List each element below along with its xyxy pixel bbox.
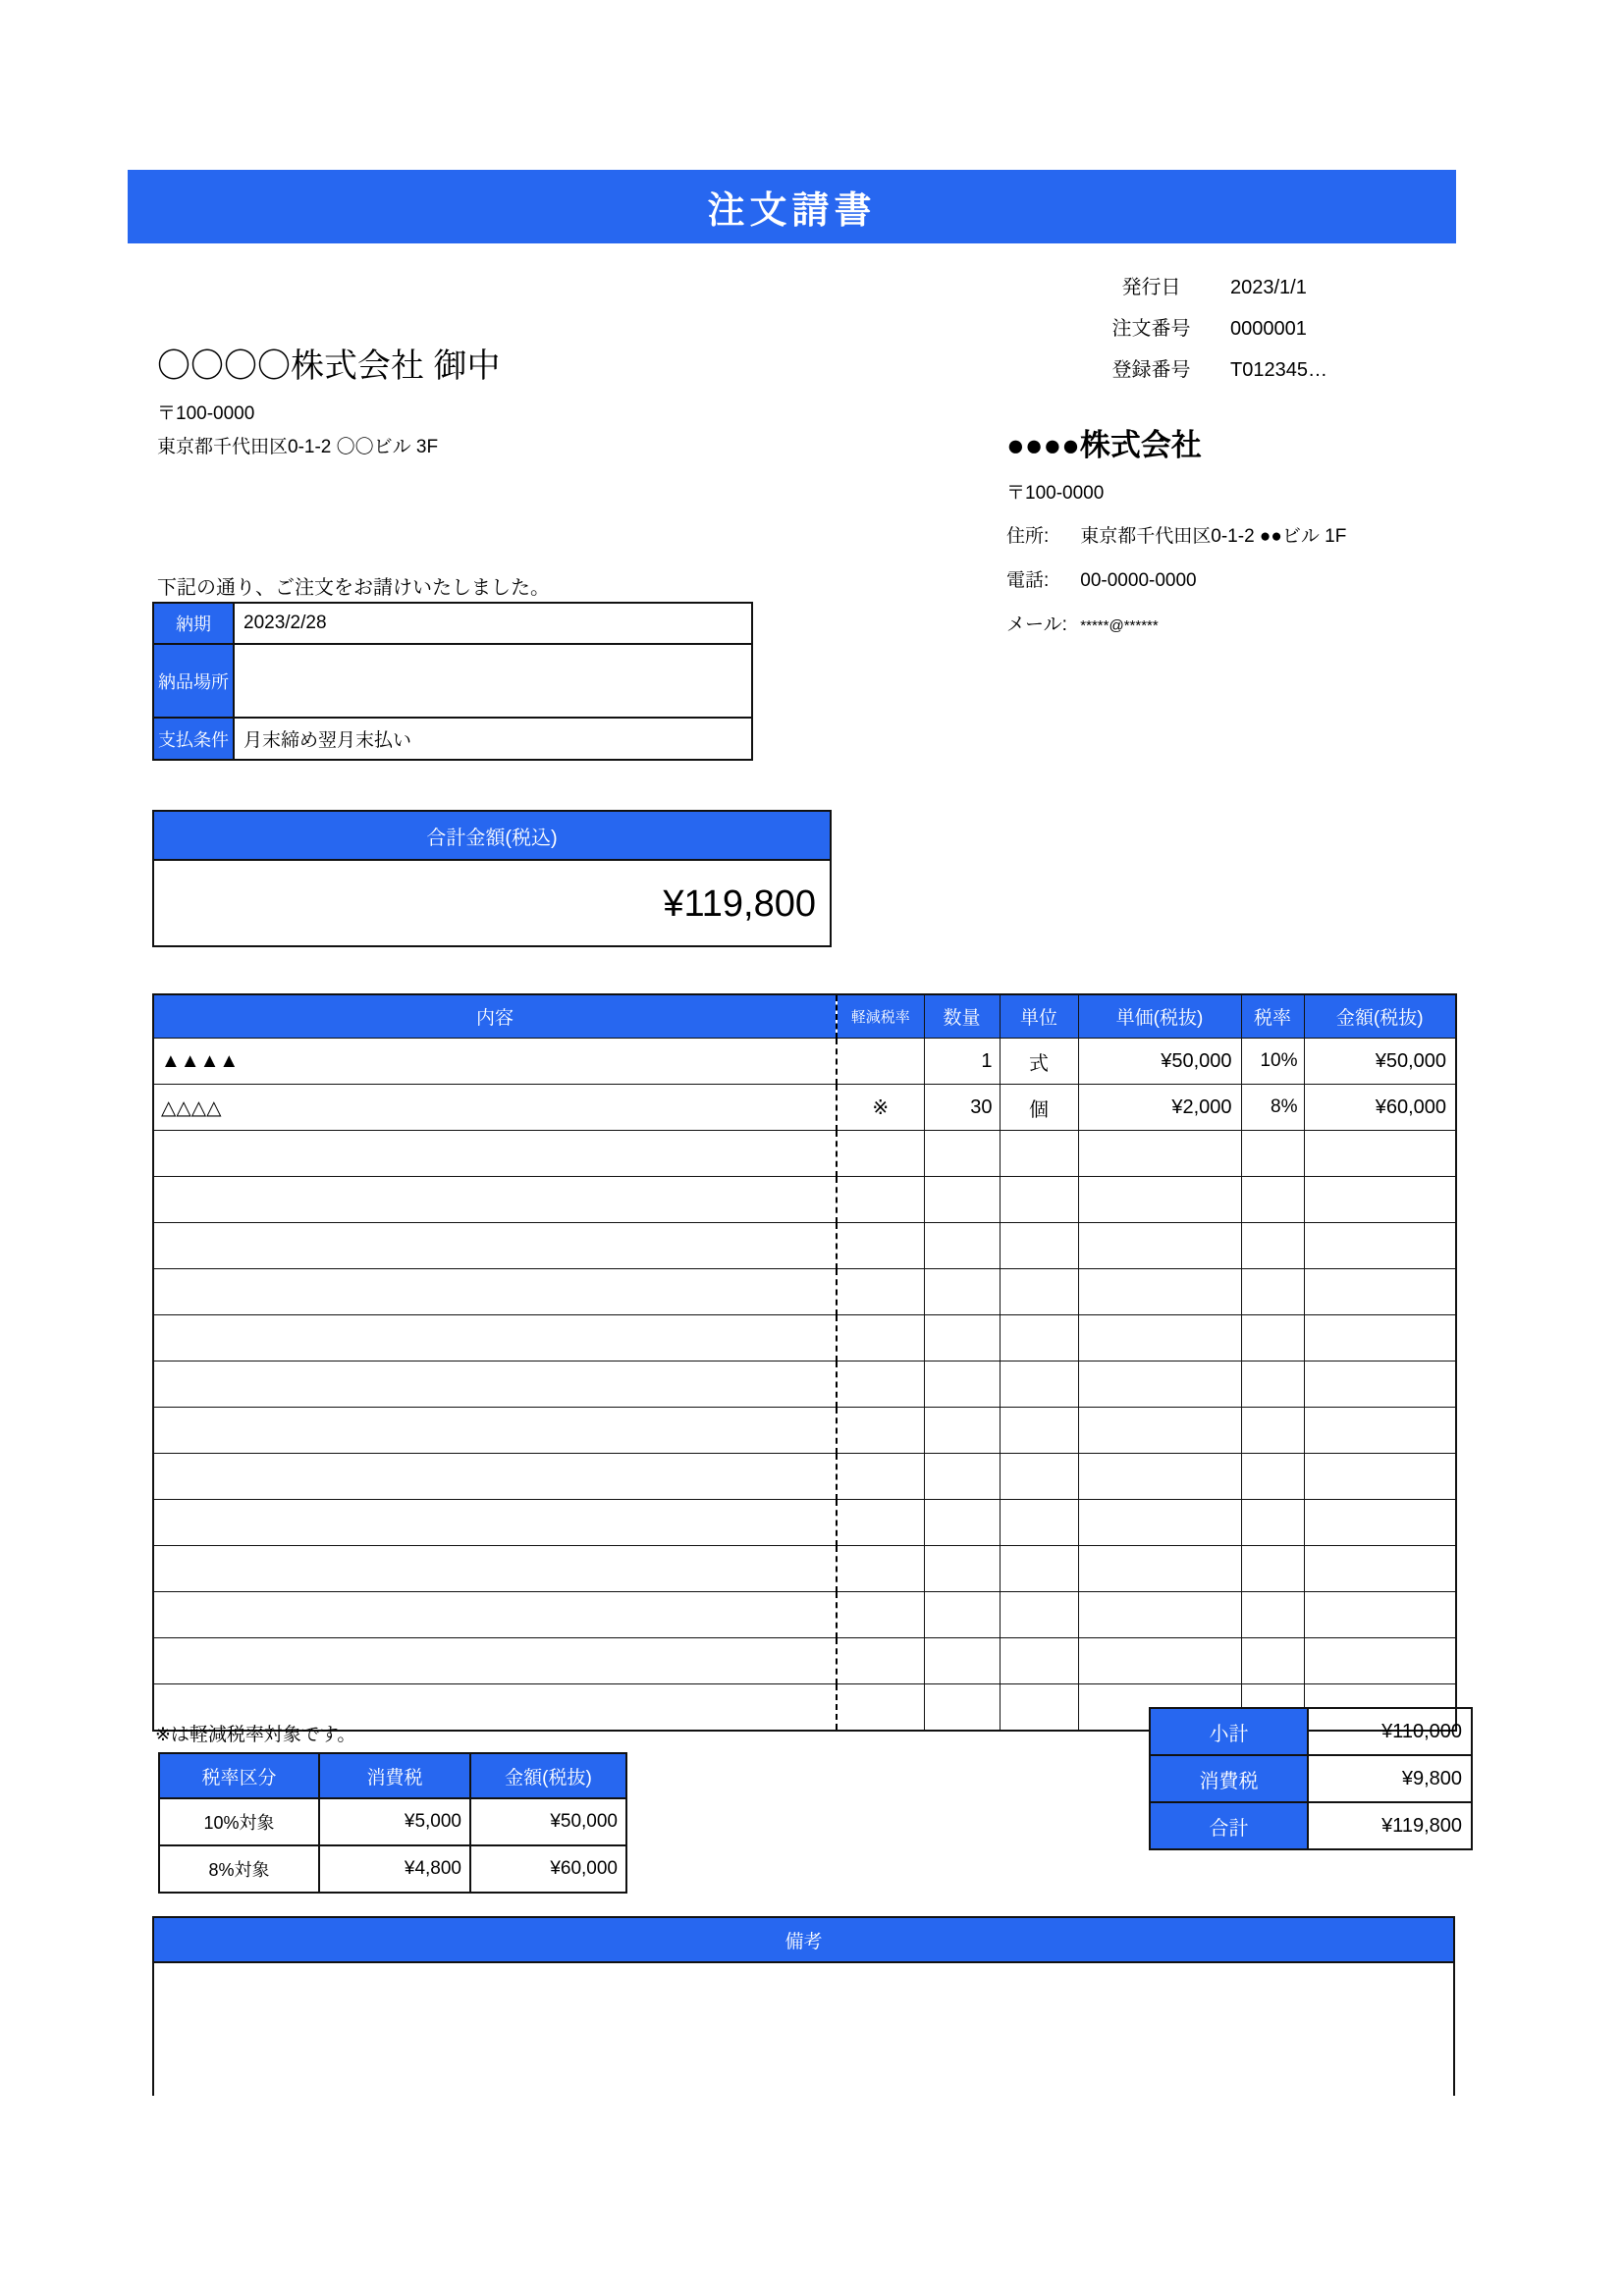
table-row [153,603,752,644]
tax-base-10: ¥50,000 [470,1798,626,1845]
header-amount: 金額(税抜) [1304,994,1456,1039]
item-unit [1000,1638,1078,1684]
item-tax-rate [1241,1500,1304,1546]
item-reduced-tax-mark: ※ [837,1085,924,1131]
tax-amount-8: ¥4,800 [319,1845,470,1893]
item-unit-price [1078,1408,1241,1454]
item-quantity [924,1223,1000,1269]
item-amount: ¥60,000 [1304,1085,1456,1131]
registration-number-value: T012345… [1230,359,1327,381]
item-quantity: 1 [924,1039,1000,1085]
item-unit-price: ¥2,000 [1078,1085,1241,1131]
item-tax-rate: 8% [1241,1085,1304,1131]
grand-total-value: ¥119,800 [1308,1802,1472,1849]
order-terms-table [152,602,753,761]
item-amount [1304,1223,1456,1269]
item-reduced-tax-mark [837,1131,924,1177]
item-amount [1304,1362,1456,1408]
payment-terms-label: 支払条件 [153,718,234,760]
item-tax-rate [1241,1131,1304,1177]
tax-category-10: 10%対象 [159,1798,319,1845]
item-unit-price: ¥50,000 [1078,1039,1241,1085]
consumption-tax-value: ¥9,800 [1308,1755,1472,1802]
supplier-address-row [1006,521,1346,548]
item-quantity [924,1454,1000,1500]
item-amount [1304,1131,1456,1177]
item-row-empty [153,1546,1456,1592]
item-reduced-tax-mark [837,1500,924,1546]
grand-total-row [1150,1802,1472,1849]
issue-date-label: 発行日 [1121,277,1181,298]
item-row-empty [153,1408,1456,1454]
item-quantity [924,1638,1000,1684]
tax-breakdown-header-row [159,1753,626,1798]
item-unit: 式 [1000,1039,1078,1085]
item-unit [1000,1454,1078,1500]
total-amount-box [152,810,832,947]
item-reduced-tax-mark [837,1315,924,1362]
item-row-empty [153,1454,1456,1500]
item-description [153,1131,837,1177]
item-reduced-tax-mark [837,1454,924,1500]
header-tax-rate: 税率 [1241,994,1304,1039]
item-unit-price [1078,1592,1241,1638]
item-row [153,1039,1456,1085]
item-quantity [924,1362,1000,1408]
tax-amount-10: ¥5,000 [319,1798,470,1845]
item-reduced-tax-mark [837,1177,924,1223]
item-reduced-tax-mark [837,1223,924,1269]
item-description [153,1638,837,1684]
item-unit [1000,1362,1078,1408]
item-row-empty [153,1131,1456,1177]
greeting-text: 下記の通り、ご注文をお請けいたしました。 [157,577,550,599]
supplier-address-label: 住所: [1006,526,1050,547]
header-unit-price: 単価(税抜) [1078,994,1241,1039]
delivery-date-label: 納期 [153,603,234,644]
item-description [153,1500,837,1546]
item-description [153,1546,837,1592]
item-description: ▲▲▲▲ [153,1039,837,1085]
header-reduced-tax: 軽減税率 [837,994,924,1039]
item-amount [1304,1638,1456,1684]
item-unit [1000,1177,1078,1223]
consumption-tax-label: 消費税 [1150,1755,1308,1802]
item-quantity [924,1500,1000,1546]
order-number-value: 0000001 [1230,318,1307,340]
remarks-header: 備考 [154,1918,1453,1963]
registration-number-label: 登録番号 [1111,359,1191,381]
item-amount [1304,1408,1456,1454]
item-reduced-tax-mark [837,1546,924,1592]
item-unit [1000,1684,1078,1732]
item-description [153,1269,837,1315]
customer-address: 東京都千代田区0-1-2 〇〇ビル 3F [157,437,439,457]
delivery-place-value [234,644,752,718]
item-row-empty [153,1315,1456,1362]
item-unit-price [1078,1638,1241,1684]
item-description [153,1454,837,1500]
item-description [153,1223,837,1269]
item-unit [1000,1315,1078,1362]
item-quantity [924,1592,1000,1638]
item-amount [1304,1177,1456,1223]
item-unit-price [1078,1362,1241,1408]
item-tax-rate [1241,1592,1304,1638]
item-quantity [924,1269,1000,1315]
item-tax-rate: 10% [1241,1039,1304,1085]
header-unit: 単位 [1000,994,1078,1039]
item-reduced-tax-mark [837,1269,924,1315]
supplier-address: 東京都千代田区0-1-2 ●●ビル 1F [1080,526,1347,547]
item-tax-rate [1241,1454,1304,1500]
header-quantity: 数量 [924,994,1000,1039]
subtotal-value: ¥110,000 [1308,1708,1472,1755]
subtotal-row [1150,1708,1472,1755]
reduced-tax-note: ※は軽減税率対象です。 [155,1725,356,1745]
summary-table [1149,1707,1473,1850]
item-row-empty [153,1177,1456,1223]
item-reduced-tax-mark [837,1362,924,1408]
item-row-empty [153,1638,1456,1684]
item-quantity [924,1315,1000,1362]
supplier-email-row [1006,610,1159,636]
item-unit-price [1078,1223,1241,1269]
tax-breakdown-row-10 [159,1798,626,1845]
item-row-empty [153,1362,1456,1408]
tax-category-8: 8%対象 [159,1845,319,1893]
supplier-phone-row [1006,565,1197,592]
item-unit [1000,1408,1078,1454]
item-unit [1000,1500,1078,1546]
item-reduced-tax-mark [837,1408,924,1454]
tax-base-8: ¥60,000 [470,1845,626,1893]
item-tax-rate [1241,1408,1304,1454]
consumption-tax-row [1150,1755,1472,1802]
item-reduced-tax-mark [837,1684,924,1732]
item-row-empty [153,1269,1456,1315]
issue-date-value: 2023/1/1 [1230,277,1307,298]
table-row [153,718,752,760]
item-row [153,1085,1456,1131]
item-unit-price [1078,1269,1241,1315]
document-title-bar [128,170,1456,243]
item-amount [1304,1454,1456,1500]
tax-amount-header: 消費税 [319,1753,470,1798]
supplier-email: *****@****** [1080,617,1159,634]
item-amount [1304,1546,1456,1592]
item-description [153,1408,837,1454]
item-unit-price [1078,1131,1241,1177]
item-quantity [924,1177,1000,1223]
item-tax-rate [1241,1638,1304,1684]
item-unit [1000,1131,1078,1177]
remarks-content [154,1963,1453,2108]
item-description [153,1177,837,1223]
tax-base-header: 金額(税抜) [470,1753,626,1798]
table-row [153,644,752,718]
item-description: △△△△ [153,1085,837,1131]
item-unit-price [1078,1315,1241,1362]
total-amount-value: ¥119,800 [663,882,816,925]
item-quantity: 30 [924,1085,1000,1131]
item-row-empty [153,1500,1456,1546]
item-unit [1000,1223,1078,1269]
header-description: 内容 [153,994,837,1039]
item-unit [1000,1269,1078,1315]
item-amount [1304,1269,1456,1315]
item-tax-rate [1241,1546,1304,1592]
item-quantity [924,1408,1000,1454]
document-title: 注文請書 [707,190,877,232]
remarks-box [152,1916,1455,2096]
item-amount: ¥50,000 [1304,1039,1456,1085]
item-reduced-tax-mark [837,1638,924,1684]
item-quantity [924,1684,1000,1732]
item-amount [1304,1315,1456,1362]
item-quantity [924,1131,1000,1177]
item-unit [1000,1546,1078,1592]
item-tax-rate [1241,1269,1304,1315]
order-number-label: 注文番号 [1111,318,1191,340]
item-row-empty [153,1592,1456,1638]
item-quantity [924,1546,1000,1592]
item-reduced-tax-mark [837,1039,924,1085]
item-unit [1000,1592,1078,1638]
item-unit-price [1078,1454,1241,1500]
delivery-place-label: 納品場所 [153,644,234,718]
items-header-row [153,994,1456,1039]
tax-breakdown-table [158,1752,627,1894]
supplier-email-label: メール: [1006,614,1067,635]
item-amount [1304,1592,1456,1638]
item-unit-price [1078,1546,1241,1592]
item-unit-price [1078,1177,1241,1223]
supplier-phone-label: 電話: [1006,570,1050,591]
items-table [152,993,1457,1732]
item-tax-rate [1241,1177,1304,1223]
delivery-date-value: 2023/2/28 [234,603,752,644]
payment-terms-value: 月末締め翌月末払い [234,718,752,760]
tax-category-header: 税率区分 [159,1753,319,1798]
item-reduced-tax-mark [837,1592,924,1638]
item-amount [1304,1500,1456,1546]
grand-total-label: 合計 [1150,1802,1308,1849]
total-amount-header: 合計金額(税込) [154,812,830,861]
customer-name: 〇〇〇〇株式会社 御中 [157,347,501,385]
item-row-empty [153,1223,1456,1269]
subtotal-label: 小計 [1150,1708,1308,1755]
item-tax-rate [1241,1362,1304,1408]
item-tax-rate [1241,1315,1304,1362]
supplier-postal-code: 〒100-0000 [1006,483,1105,504]
item-description [153,1315,837,1362]
item-description [153,1592,837,1638]
item-unit: 個 [1000,1085,1078,1131]
supplier-name: ●●●●株式会社 [1006,428,1202,462]
tax-breakdown-row-8 [159,1845,626,1893]
item-tax-rate [1241,1223,1304,1269]
customer-postal-code: 〒100-0000 [157,403,255,424]
supplier-phone: 00-0000-0000 [1080,570,1197,591]
item-description [153,1362,837,1408]
item-unit-price [1078,1500,1241,1546]
